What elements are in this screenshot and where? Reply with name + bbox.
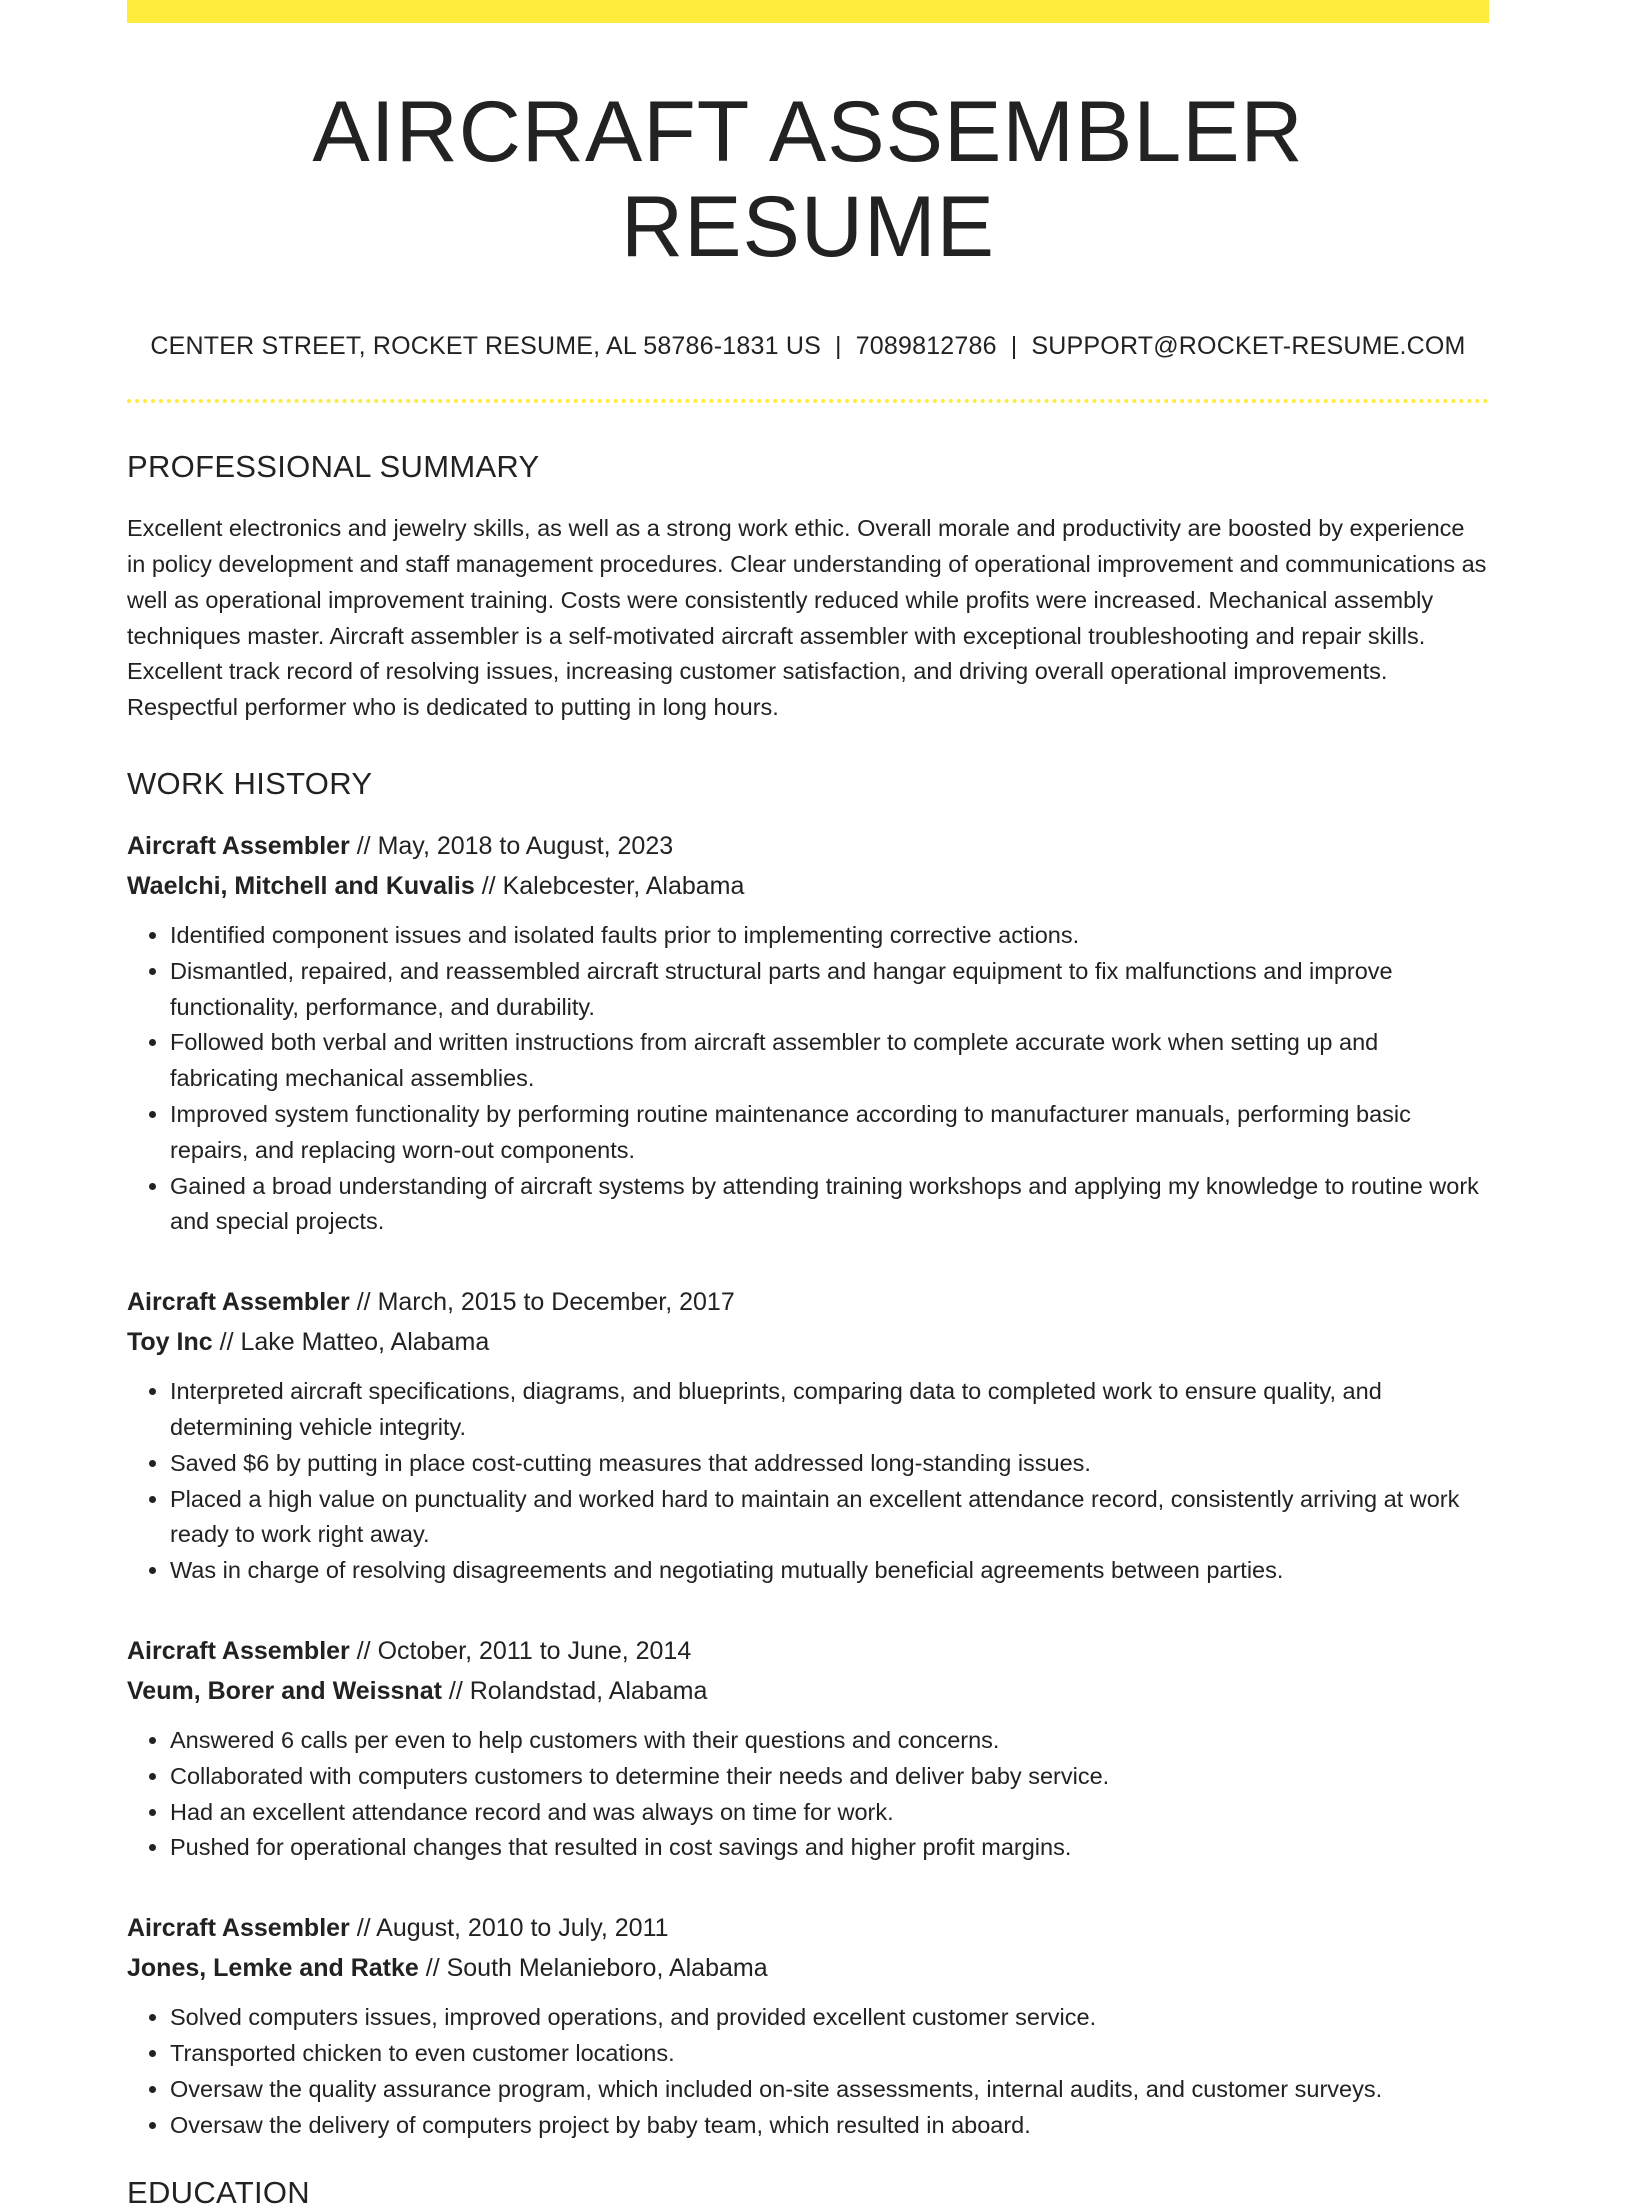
resume-title: AIRCRAFT ASSEMBLER RESUME [312, 84, 1304, 275]
job-company-line [127, 866, 1489, 906]
job-bullet: • Oversaw the delivery of computers project by baby team, which resulted in aboard. [170, 2108, 1489, 2144]
job-dates: // March, 2015 to December, 2017 [349, 1288, 735, 1317]
job-entry [127, 1631, 1489, 1866]
job-bullet: • Interpreted aircraft specifications, diagrams, and blueprints, comparing data to completed work to ensure quality, and determining vehicle integrity. [170, 1374, 1489, 1446]
work-history-list [127, 826, 1489, 2143]
job-entry [127, 826, 1489, 1240]
summary-heading: PROFESSIONAL SUMMARY [127, 449, 540, 485]
job-bullet: • Saved $6 by putting in place cost-cutting measures that addressed long-standing issues. [170, 1446, 1489, 1482]
education-heading: EDUCATION [127, 2175, 310, 2211]
job-title-line [127, 1631, 1489, 1671]
job-bullet: • Followed both verbal and written instructions from aircraft assembler to complete accurate work when setting up and fabricating mechanical assemblies. [170, 1025, 1489, 1097]
job-title: Aircraft Assembler [127, 831, 350, 860]
job-dates: // May, 2018 to August, 2023 [349, 831, 674, 860]
job-bullet: • Collaborated with computers customers to determine their needs and deliver baby service. [170, 1759, 1489, 1795]
job-bullet: • Pushed for operational changes that resulted in cost savings and higher profit margins. [170, 1830, 1489, 1866]
job-bullet: • Answered 6 calls per even to help customers with their questions and concerns. [170, 1723, 1489, 1759]
contact-line [127, 332, 1489, 361]
contact-address: CENTER STREET, ROCKET RESUME, AL 58786-1831 US [150, 332, 821, 361]
job-location: // Rolandstad, Alabama [441, 1676, 708, 1705]
job-bullets [127, 1374, 1489, 1589]
work-history-heading: WORK HISTORY [127, 765, 373, 801]
job-bullet: • Transported chicken to even customer locations. [170, 2036, 1489, 2072]
job-title: Aircraft Assembler [127, 1636, 350, 1665]
job-company: Jones, Lemke and Ratke [127, 1954, 419, 1983]
job-company-line [127, 1671, 1489, 1711]
job-bullet: • Dismantled, repaired, and reassembled aircraft structural parts and hangar equipment to fix malfunctions and improve functionality, performance, and durability. [170, 954, 1489, 1026]
job-title-line [127, 826, 1489, 866]
job-company: Toy Inc [127, 1328, 213, 1357]
job-bullet: • Placed a high value on punctuality and worked hard to maintain an excellent attendance record, consistently arriving at work ready to work right away. [170, 1482, 1489, 1554]
job-bullets [127, 918, 1489, 1240]
job-company: Veum, Borer and Weissnat [127, 1676, 442, 1705]
job-bullet: • Was in charge of resolving disagreements and negotiating mutually beneficial agreements between parties. [170, 1553, 1489, 1589]
contact-phone: 7089812786 [855, 332, 997, 361]
summary-text: Excellent electronics and jewelry skills, as well as a strong work ethic. Overall morale and productivity are boosted by experience in policy development and staff management procedures. Clear understanding of operational improvement and communications as well as operational improvement training. Costs were consistently reduced while profits were increased. Mechanical assembly techniques master. Aircraft assembler is a self-motivated aircraft assembler with exceptional troubleshooting and repair skills. Excellent track record of resolving issues, increasing customer satisfaction, and driving overall operational improvements. Respectful performer who is dedicated to putting in long hours. [127, 515, 1487, 721]
job-location: // Kalebcester, Alabama [474, 871, 745, 900]
job-bullet: • Improved system functionality by performing routine maintenance according to manufacturer manuals, performing basic repairs, and replacing worn-out components. [170, 1097, 1489, 1169]
dotted-divider [127, 399, 1489, 403]
resume-page [127, 0, 1489, 2211]
job-title: Aircraft Assembler [127, 1914, 350, 1943]
job-company-line [127, 1948, 1489, 1988]
job-company: Waelchi, Mitchell and Kuvalis [127, 871, 475, 900]
job-location: // South Melanieboro, Alabama [418, 1954, 768, 1983]
job-dates: // October, 2011 to June, 2014 [349, 1636, 692, 1665]
contact-email: SUPPORT@ROCKET-RESUME.COM [1031, 332, 1466, 361]
job-bullet: • Solved computers issues, improved operations, and provided excellent customer service. [170, 2000, 1489, 2036]
contact-separator: | [1010, 332, 1018, 361]
accent-top-bar [127, 0, 1489, 23]
job-dates: // August, 2010 to July, 2011 [349, 1914, 669, 1943]
contact-separator: | [834, 332, 842, 361]
job-entry [127, 1282, 1489, 1589]
job-bullet: • Oversaw the quality assurance program, which included on-site assessments, internal audits, and customer surveys. [170, 2072, 1489, 2108]
job-bullet: • Gained a broad understanding of aircraft systems by attending training workshops and applying my knowledge to routine work and special projects. [170, 1169, 1489, 1241]
job-company-line [127, 1322, 1489, 1362]
job-entry [127, 1908, 1489, 2143]
job-bullets [127, 1723, 1489, 1866]
job-title: Aircraft Assembler [127, 1288, 350, 1317]
job-location: // Lake Matteo, Alabama [212, 1328, 490, 1357]
job-bullet: • Had an excellent attendance record and was always on time for work. [170, 1795, 1489, 1831]
job-bullet: • Identified component issues and isolated faults prior to implementing corrective actions. [170, 918, 1489, 954]
job-bullets [127, 2000, 1489, 2143]
job-title-line [127, 1282, 1489, 1322]
job-title-line [127, 1908, 1489, 1948]
